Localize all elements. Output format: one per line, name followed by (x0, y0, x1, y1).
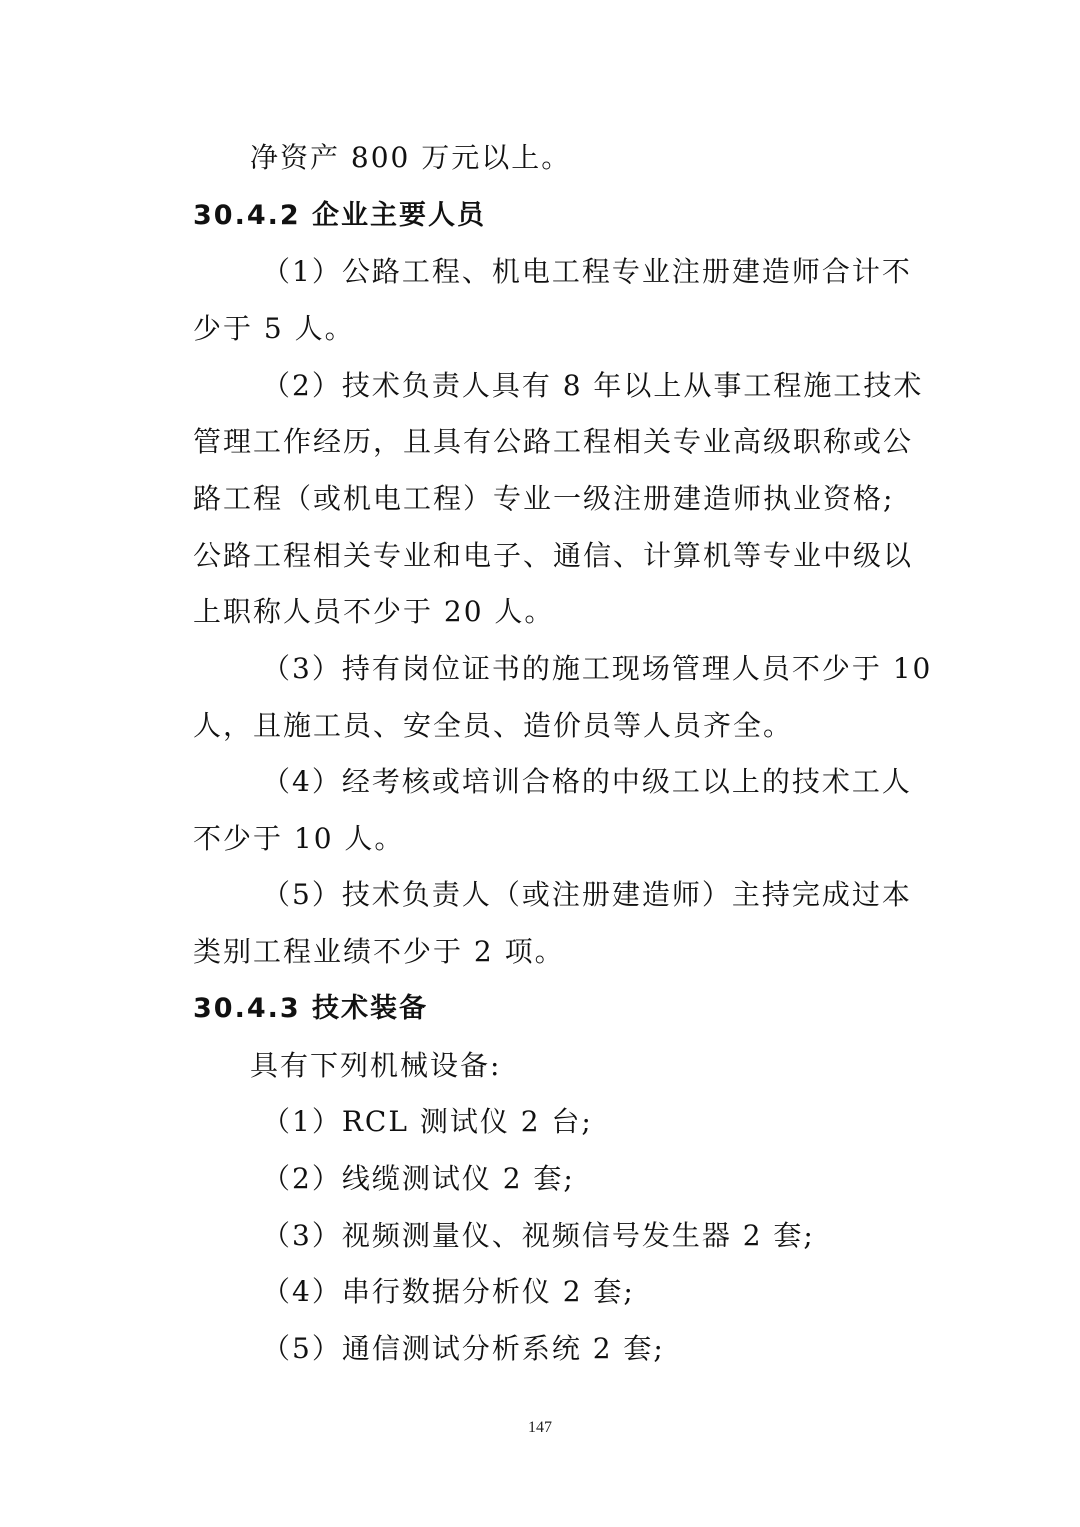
list-item-1-continuation: 少于 5 人。 (193, 312, 355, 345)
equipment-item-2: （2）线缆测试仪 2 套; (262, 1162, 575, 1195)
list-item-4-line: （4）经考核或培训合格的中级工以上的技术工人 (262, 765, 912, 798)
equipment-item-1: （1）RCL 测试仪 2 台; (262, 1105, 593, 1138)
list-item-2-continuation: 管理工作经历，且具有公路工程相关专业高级职称或公 (193, 425, 914, 458)
equipment-item-3: （3）视频测量仪、视频信号发生器 2 套; (262, 1219, 815, 1252)
page-number: 147 (528, 1419, 552, 1436)
list-item-2-line: （2）技术负责人具有 8 年以上从事工程施工技术 (262, 369, 924, 402)
list-item-5-line: （5）技术负责人（或注册建造师）主持完成过本 (262, 878, 912, 911)
list-item-5-continuation: 类别工程业绩不少于 2 项。 (193, 935, 565, 968)
equipment-intro: 具有下列机械设备: (250, 1049, 502, 1082)
list-item-2-continuation: 公路工程相关专业和电子、通信、计算机等专业中级以 (193, 539, 914, 572)
paragraph-line: 净资产 800 万元以上。 (250, 141, 572, 174)
list-item-2-continuation: 上职称人员不少于 20 人。 (193, 595, 555, 628)
section-heading-30-4-3: 30.4.3 技术装备 (193, 993, 429, 1024)
list-item-4-continuation: 不少于 10 人。 (193, 822, 405, 855)
equipment-item-5: （5）通信测试分析系统 2 套; (262, 1332, 665, 1365)
list-item-1-line: （1）公路工程、机电工程专业注册建造师合计不 (262, 255, 912, 288)
list-item-3-continuation: 人，且施工员、安全员、造价员等人员齐全。 (193, 709, 794, 742)
list-item-2-continuation: 路工程（或机电工程）专业一级注册建造师执业资格; (193, 482, 895, 515)
section-heading-30-4-2: 30.4.2 企业主要人员 (193, 200, 487, 231)
equipment-item-4: （4）串行数据分析仪 2 套; (262, 1275, 635, 1308)
list-item-3-line: （3）持有岗位证书的施工现场管理人员不少于 10 (262, 652, 933, 685)
